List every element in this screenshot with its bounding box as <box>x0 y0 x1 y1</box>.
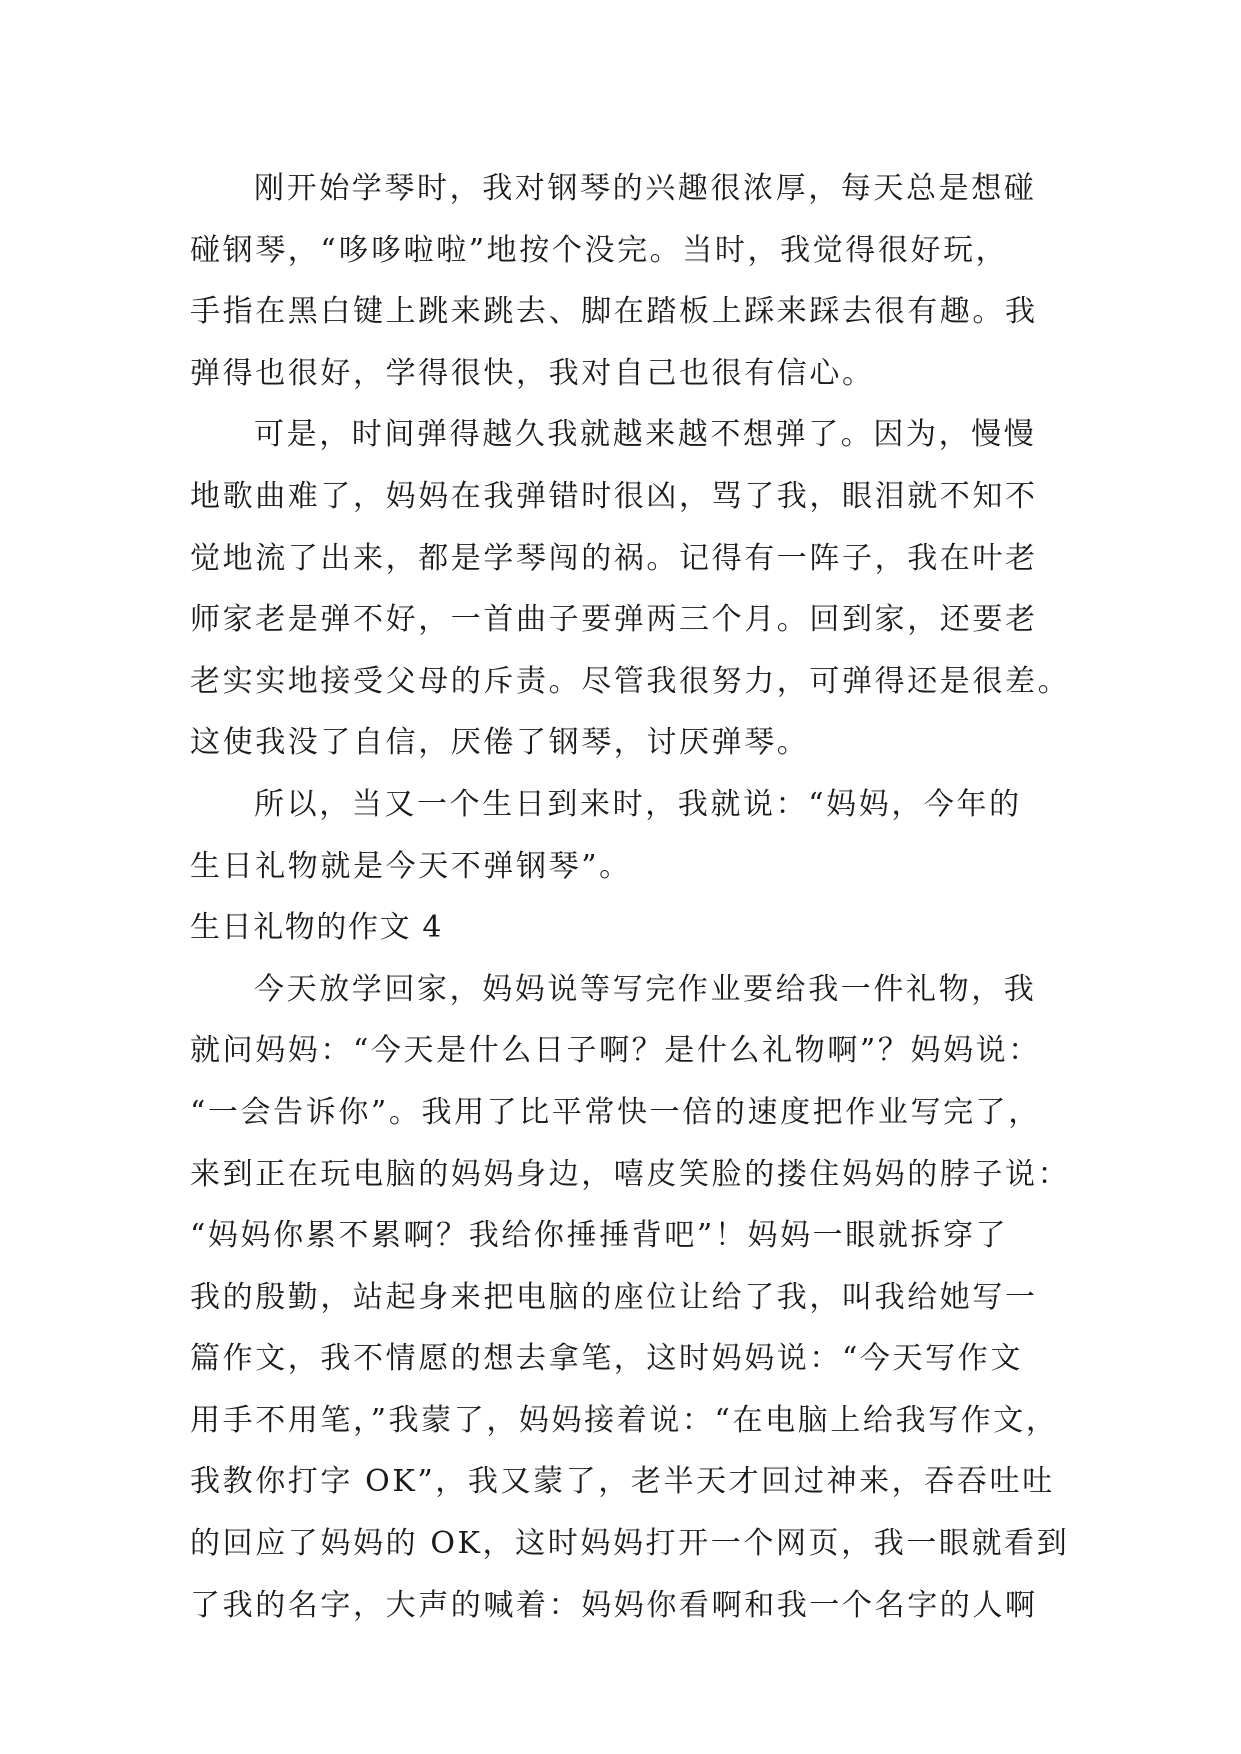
text-line: 手指在黑白键上跳来跳去、脚在踏板上踩来踩去很有趣。我 <box>190 294 1038 330</box>
text-line: 刚开始学琴时，我对钢琴的兴趣很浓厚，每天总是想碰 <box>254 171 1037 206</box>
text-line: 师家老是弹不好，一首曲子要弹两三个月。回到家，还要老 <box>190 602 1038 638</box>
text-line: 所以，当又一个生日到来时，我就说：“妈妈，今年的 <box>254 786 1022 822</box>
section-heading: 生日礼物的作文 4 <box>190 910 444 946</box>
text-line: “一会告诉你”。我用了比平常快一倍的速度把作业写完了， <box>190 1094 1041 1130</box>
text-line: 用手不用笔，”我蒙了，妈妈接着说：“在电脑上给我写作文， <box>190 1402 1059 1438</box>
text-line: 今天放学回家，妈妈说等写完作业要给我一件礼物，我 <box>254 971 1037 1007</box>
text-line: 老实实地接受父母的斥责。尽管我很努力，可弹得还是很差。 <box>190 663 1071 699</box>
text-line: 弹得也很好，学得很快，我对自己也很有信心。 <box>190 355 875 391</box>
text-line: 篇作文，我不情愿的想去拿笔，这时妈妈说：“今天写作文 <box>190 1341 1023 1377</box>
text-line: 生日礼物就是今天不弹钢琴”。 <box>190 848 632 884</box>
text-line: 觉地流了出来，都是学琴闯的祸。记得有一阵子，我在叶老 <box>190 540 1038 576</box>
text-line: 来到正在玩电脑的妈妈身边，嘻皮笑脸的搂住妈妈的脖子说： <box>190 1156 1071 1192</box>
text-line: 我教你打字 OK”，我又蒙了，老半天才回过神来，吞吞吐吐 <box>190 1464 1055 1500</box>
text-line: 我的殷勤，站起身来把电脑的座位让给了我，叫我给她写一 <box>190 1279 1038 1315</box>
document-body <box>190 158 1090 1636</box>
text-line: 这使我没了自信，厌倦了钢琴，讨厌弹琴。 <box>190 725 810 761</box>
text-line: 了我的名字，大声的喊着：妈妈你看啊和我一个名字的人啊 <box>190 1587 1038 1623</box>
text-line: 地歌曲难了，妈妈在我弹错时很凶，骂了我，眼泪就不知不 <box>190 478 1038 514</box>
text-line: “妈妈你累不累啊？我给你捶捶背吧”！妈妈一眼就拆穿了 <box>190 1218 1009 1254</box>
text-line: 碰钢琴，“哆哆啦啦”地按个没完。当时，我觉得很好玩， <box>190 232 1009 268</box>
text-line: 可是，时间弹得越久我就越来越不想弹了。因为，慢慢 <box>254 417 1037 453</box>
text-line: 就问妈妈：“今天是什么日子啊？是什么礼物啊”？妈妈说： <box>190 1033 1041 1069</box>
text-line: 的回应了妈妈的 OK，这时妈妈打开一个网页，我一眼就看到 <box>190 1526 1070 1562</box>
